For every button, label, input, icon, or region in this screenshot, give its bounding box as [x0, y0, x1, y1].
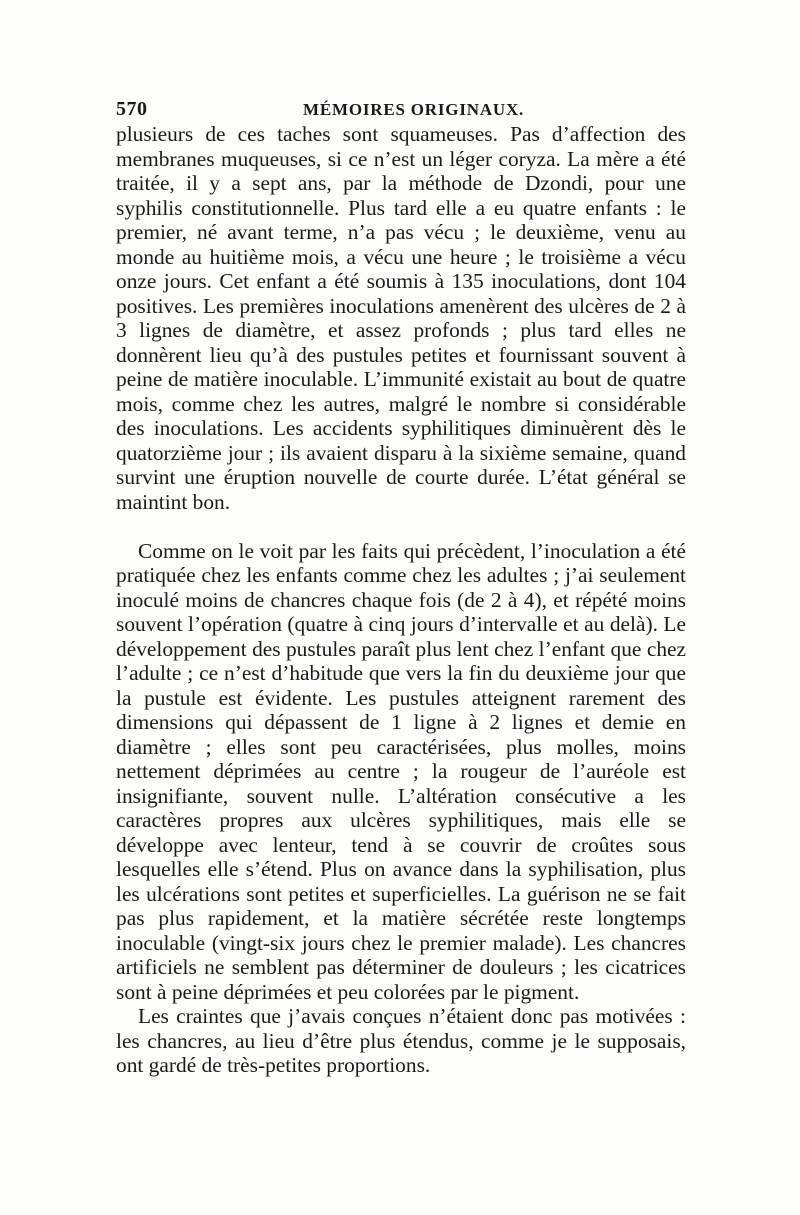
paragraph-inoculation: Comme on le voit par les faits qui précèdent, l’inoculation a été pratiquée chez les enfants comme chez les adultes ; j’ai seulement inoculé moins de chancres chaque fois (de 2 à 4), et répété moins souvent l’opération (quatre à cinq jours d’intervalle et au delà). Le développement des pustules paraît plus lent chez l’enfant que chez l’adulte ; ce n’est d’habitude que vers la fin du deuxième jour que la pustule est évidente. Les pustules atteignent rarement des dimensions qui dépassent de 1 ligne à 2 lignes et demie en diamètre ; elles sont peu caractérisées, plus molles, moins nettement déprimées au centre ; la rougeur de l’auréole est insignifiante, souvent nulle. L’altération consécutive a les caractères propres aux ulcères syphilitiques, mais elle se développe avec lenteur, tend à se couvrir de croûtes sous lesquelles elle s’étend. Plus on avance dans la syphilisation, plus les ulcérations sont petites et superficielles. La guérison ne se fait pas plus rapidement, et la matière sécrétée reste longtemps inoculable (vingt-six jours chez le premier malade). Les chancres artificiels ne semblent pas déterminer de douleurs ; les cicatrices sont à peine déprimées et peu colorées par le pigment.	[116, 538, 686, 1004]
page-header	[116, 98, 688, 124]
body-text	[116, 122, 686, 1078]
paragraph-continued: plusieurs de ces taches sont squameuses. Pas d’affection des membranes muqueuses, si ce n’est un léger coryza. La mère a été traitée, il y a sept ans, par la méthode de Dzondi, pour une syphilis constitutionnelle. Plus tard elle a eu quatre enfants : le premier, né avant terme, n’a pas vécu ; le deuxième, venu au monde au huitième mois, a vécu une heure ; le troisième a vécu onze jours. Cet enfant a été soumis à 135 inoculations, dont 104 positives. Les premières inoculations amenèrent des ulcères de 2 à 3 lignes de diamètre, et assez profonds ; plus tard elles ne donnèrent lieu qu’à des pustules petites et fournissant souvent à peine de matière inoculable. L’immunité existait au bout de quatre mois, comme chez les autres, malgré le nombre si considérable des inoculations. Les accidents syphilitiques diminuèrent dès le quatorzième jour ; ils avaient disparu à la sixième semaine, quand survint une éruption nouvelle de courte durée. L’état général se maintint bon.	[116, 122, 686, 514]
page-number: 570	[116, 98, 148, 120]
paragraph-conclusion: Les craintes que j’avais conçues n’étaient donc pas motivées : les chancres, au lieu d’être plus étendus, comme je le supposais, ont gardé de très-petites proportions.	[116, 1004, 686, 1077]
running-title: MÉMOIRES ORIGINAUX.	[303, 100, 525, 119]
